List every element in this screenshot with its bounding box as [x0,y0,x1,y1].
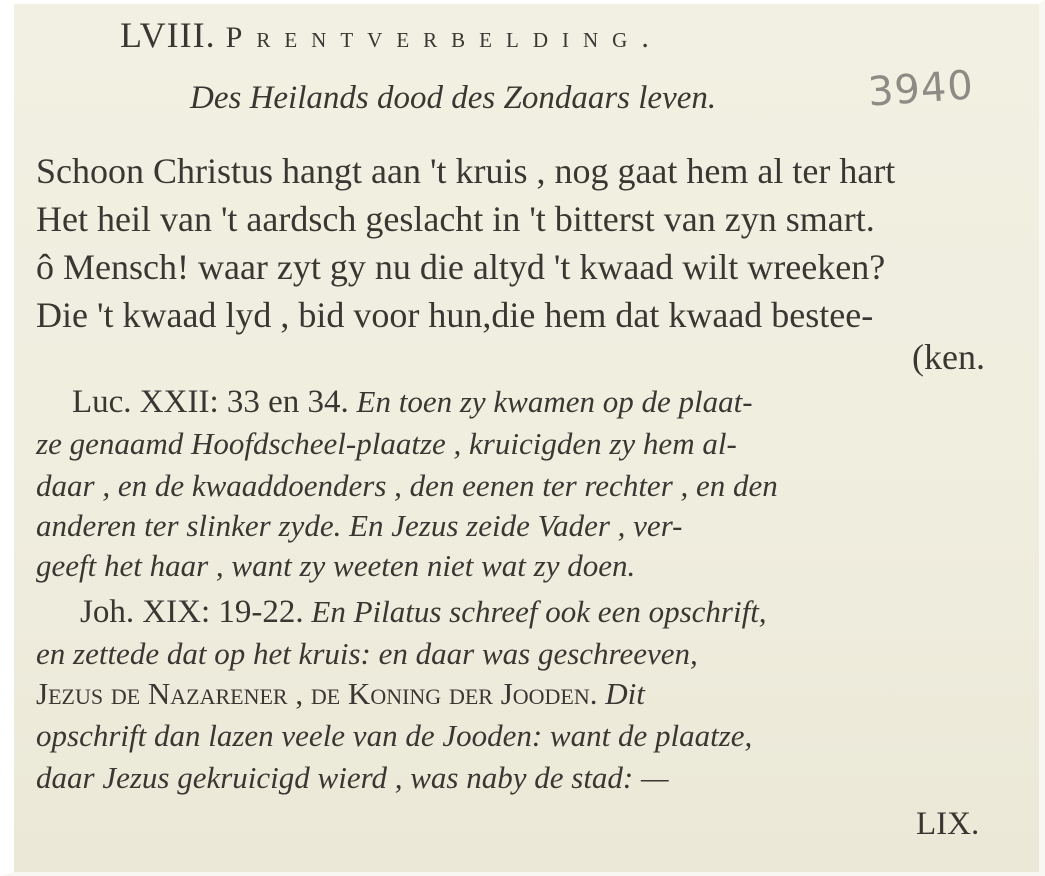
luke-line: ze genaamd Hoofdscheel-plaatze , kruicigden zy hem al- [36,426,737,461]
john-line [80,594,767,631]
john-line [36,676,645,712]
luke-reference: Luc. XXII: 33 en 34. [72,384,349,420]
john-text: Dit [605,676,645,711]
subtitle: Des Heilands dood des Zondaars leven. [190,80,717,116]
verse-line: Die 't kwaad lyd , bid voor hun,die hem dat kwaad bestee- [36,295,874,335]
john-line: opschrift dan lazen veele van de Jooden: want de plaatze, [36,718,753,753]
luke-line [72,384,753,421]
john-line: daar Jezus gekruicigd wierd , was naby de stad: — [36,760,669,795]
pencil-note: 3940 [866,62,976,116]
heading-title: Prentverbelding. [225,21,663,54]
heading-number: LVIII. [120,15,216,55]
verse-line: (ken. [912,337,985,377]
verse-line: ô Mensch! waar zyt gy nu die altyd 't kwaad wilt wreeken? [36,247,886,287]
luke-line: daar , en de kwaaddoenders , den eenen ter rechter , en den [36,468,778,503]
john-reference: Joh. XIX: 19-22. [80,594,304,630]
verse-line: Schoon Christus hangt aan 't kruis , nog gaat hem al ter hart [36,151,896,191]
verse-line: Het heil van 't aardsch geslacht in 't bitterst van zyn smart. [36,199,875,239]
catchword: LIX. [916,806,980,842]
luke-text: En toen zy kwamen op de plaat- [356,384,753,419]
inscription-text: Jezus de Nazarener , de Koning der Jooden. [36,676,598,711]
heading [120,14,663,56]
luke-line: geeft het haar , want zy weeten niet wat zy doen. [36,548,636,583]
john-line: en zettede dat op het kruis: en daar was geschreeven, [36,636,698,671]
luke-line: anderen ter slinker zyde. En Jezus zeide Vader , ver- [36,508,683,543]
john-text: En Pilatus schreef ook een opschrift, [311,594,767,629]
